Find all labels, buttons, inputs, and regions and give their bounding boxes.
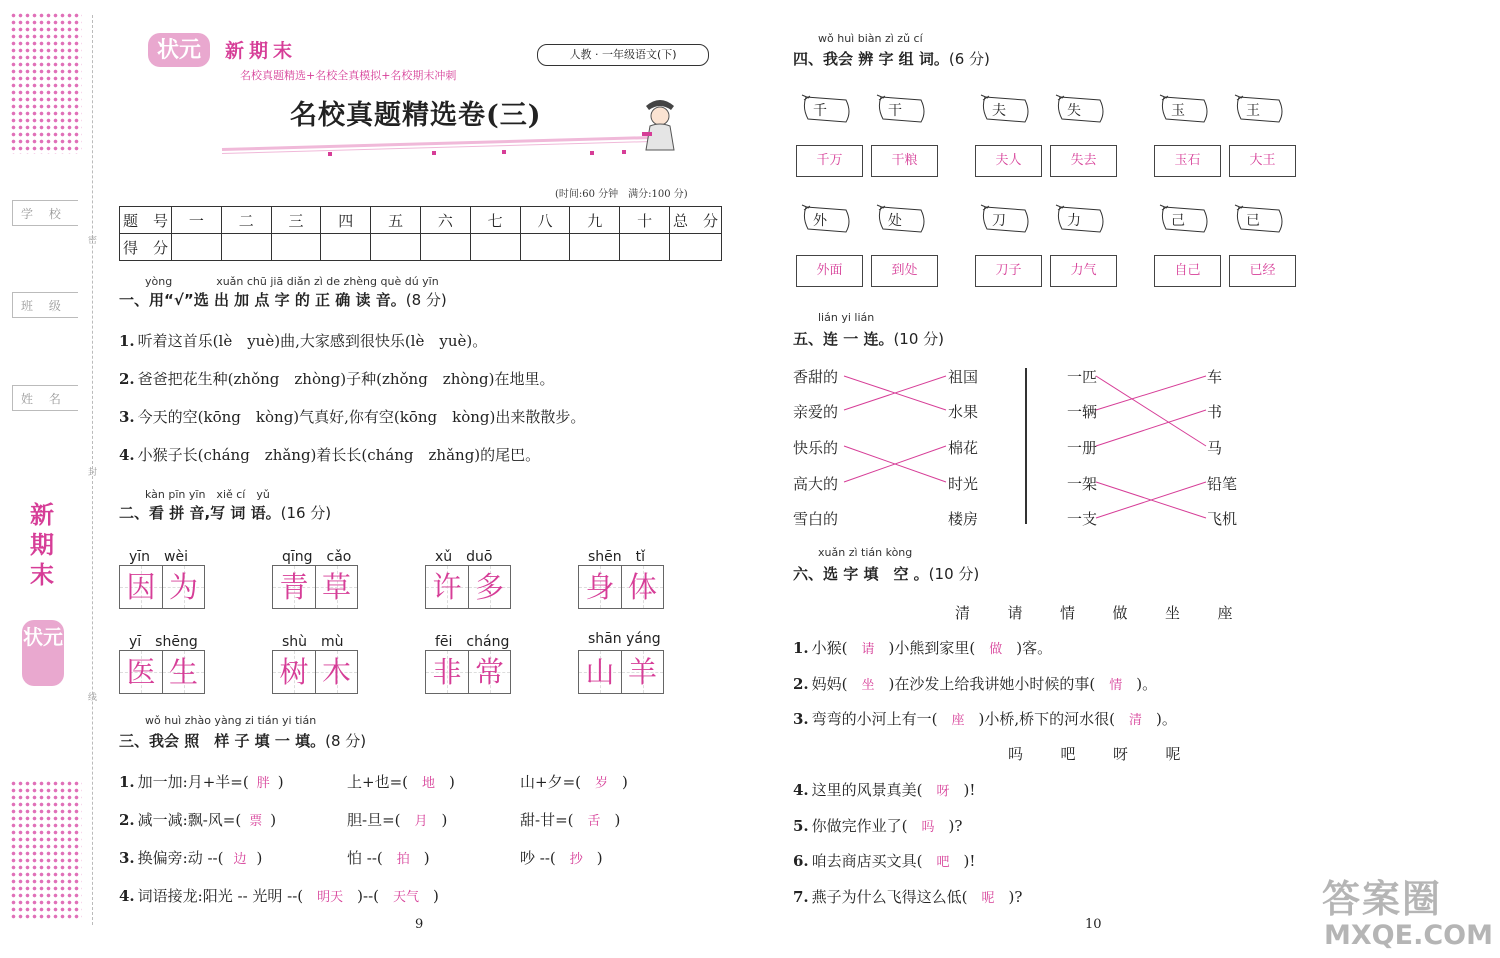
- s6-item: 4. 这里的风景真美( 呀 )!: [793, 781, 976, 799]
- class-field[interactable]: 班 级: [12, 292, 78, 318]
- answer-box[interactable]: 千万: [796, 145, 863, 177]
- char-label: 已: [1246, 213, 1260, 229]
- page-number-right: 10: [1085, 917, 1102, 932]
- char-card: [1156, 204, 1208, 234]
- score-header-cell: 六: [420, 207, 470, 234]
- s3-row-2: 2. 减一减:飘-风=( 票 ): [119, 811, 277, 829]
- s3-row-1: 1. 加一加:月+半=( 胖 ): [119, 773, 284, 791]
- match-right-b[interactable]: 车: [1207, 368, 1223, 386]
- char-card: [873, 204, 925, 234]
- choice-char: 呀: [1113, 745, 1129, 763]
- s6-item: 1. 小猴( 请 )小熊到家里( 做 )客。: [793, 639, 1053, 657]
- s1-pinyin: yòng xuǎn chū jiā diǎn zì de zhèng què dú yīn: [145, 275, 439, 288]
- tagline: 名校真题精选+名校全真模拟+名校期末冲刺: [240, 69, 457, 82]
- char-card: [798, 204, 850, 234]
- s6-pinyin: xuǎn zì tián kòng: [818, 546, 913, 559]
- match-left-a[interactable]: 香甜的: [793, 368, 839, 386]
- word-cells[interactable]: [578, 565, 664, 609]
- word-box: [425, 546, 511, 609]
- answer-box[interactable]: 干粮: [871, 145, 938, 177]
- choice-char: 座: [1217, 604, 1233, 622]
- watermark-top: 答案圈: [1322, 877, 1443, 921]
- char-card: [873, 94, 925, 124]
- match-right-a[interactable]: 水果: [948, 403, 979, 421]
- score-cell[interactable]: [420, 234, 470, 261]
- header-brand: 新期末: [225, 40, 298, 62]
- score-row: [120, 207, 722, 234]
- score-cell[interactable]: [321, 234, 371, 261]
- choice-char: 吧: [1060, 745, 1076, 763]
- answer-box[interactable]: 玉石: [1154, 145, 1221, 177]
- score-header-cell: 七: [470, 207, 520, 234]
- match-right-b[interactable]: 铅笔: [1207, 475, 1238, 493]
- word-cell: 非: [426, 651, 468, 693]
- answer-box[interactable]: 刀子: [975, 255, 1042, 287]
- s3-row-2b: 胆-旦=( 月 ): [347, 811, 448, 829]
- seal-mark-3: 线: [88, 693, 98, 703]
- answer-box[interactable]: 外面: [796, 255, 863, 287]
- choice-char: 请: [1007, 604, 1023, 622]
- word-cells[interactable]: [272, 650, 358, 694]
- decor-dots-bottom: [10, 780, 82, 920]
- score-header-cell: 题 号: [120, 207, 172, 234]
- match-left-b[interactable]: 一匹: [1067, 368, 1098, 386]
- char-label: 外: [813, 213, 827, 229]
- score-header-cell: 二: [221, 207, 271, 234]
- choice-char: 做: [1112, 604, 1128, 622]
- header-logo: 状元: [148, 33, 210, 67]
- watermark-bottom: MXQE.COM: [1324, 920, 1493, 951]
- match-left-a[interactable]: 亲爱的: [793, 403, 839, 421]
- word-cell: 常: [468, 651, 510, 693]
- word-cells[interactable]: [425, 650, 511, 694]
- word-cells[interactable]: [119, 650, 205, 694]
- word-cell: 羊: [621, 651, 663, 693]
- name-field[interactable]: 姓 名: [12, 385, 78, 411]
- match-right-a[interactable]: 祖国: [948, 368, 979, 386]
- answer-box[interactable]: 自己: [1154, 255, 1221, 287]
- word-cells[interactable]: [578, 650, 664, 694]
- score-cell[interactable]: [670, 234, 722, 261]
- match-right-b[interactable]: 飞机: [1207, 510, 1238, 528]
- score-cell[interactable]: [470, 234, 520, 261]
- score-cell[interactable]: [520, 234, 570, 261]
- answer-box[interactable]: 到处: [871, 255, 938, 287]
- score-cell[interactable]: [570, 234, 620, 261]
- word-cell: 为: [162, 566, 204, 608]
- score-header-cell: 九: [570, 207, 620, 234]
- choice-char: 清: [955, 604, 971, 622]
- word-pinyin: shān yáng: [588, 631, 661, 647]
- score-header-cell: 八: [520, 207, 570, 234]
- char-card: [1231, 204, 1283, 234]
- word-cells[interactable]: [425, 565, 511, 609]
- s4-title: 四、我会 辨 字 组 词。(6 分): [793, 50, 990, 68]
- word-pinyin: yīn wèi: [129, 549, 189, 565]
- word-cell: 许: [426, 566, 468, 608]
- choice-char: 吗: [1008, 745, 1024, 763]
- s1-item: 4. 小猴子长(cháng zhǎng)着长长(cháng zhǎng)的尾巴。: [119, 446, 541, 464]
- word-cell: 草: [315, 566, 357, 608]
- s3-row-1c: 山+夕=( 岁 ): [520, 773, 628, 791]
- word-pinyin: qīng cǎo: [282, 549, 352, 565]
- word-pinyin: yī shēng: [129, 634, 198, 650]
- s1-title: 一、用“√”选 出 加 点 字 的 正 确 读 音。(8 分): [119, 291, 447, 309]
- answer-box[interactable]: 大王: [1229, 145, 1296, 177]
- s6-item: 2. 妈妈( 坐 )在沙发上给我讲她小时候的事( 情 )。: [793, 675, 1158, 693]
- score-table: [119, 206, 722, 261]
- char-card: [1052, 94, 1104, 124]
- score-cell[interactable]: [371, 234, 421, 261]
- match-left-b[interactable]: 一支: [1067, 510, 1098, 528]
- decor-dot: [590, 151, 594, 155]
- score-header-cell: 十: [620, 207, 670, 234]
- score-header-cell: 三: [271, 207, 321, 234]
- match-left-a[interactable]: 高大的: [793, 475, 839, 493]
- word-box: [578, 631, 664, 694]
- word-box: [119, 546, 205, 609]
- score-header-cell: 四: [321, 207, 371, 234]
- s3-row-4: 4. 词语接龙:阳光 -- 光明 --( 明天 )--( 天气 ): [119, 887, 439, 905]
- score-row: [120, 234, 722, 261]
- answer-box[interactable]: 已经: [1229, 255, 1296, 287]
- word-box: [578, 546, 664, 609]
- match-left-a[interactable]: 雪白的: [793, 510, 839, 528]
- char-label: 王: [1246, 103, 1260, 119]
- s3-row-3c: 吵 --( 抄 ): [520, 849, 603, 867]
- word-box: [119, 631, 205, 694]
- char-label: 失: [1067, 103, 1081, 119]
- word-pinyin: xǔ duō: [435, 549, 493, 565]
- match-left-a[interactable]: 快乐的: [793, 439, 839, 457]
- s3-row-2c: 甜-甘=( 舌 ): [520, 811, 621, 829]
- s4-pinyin: wǒ huì biàn zì zǔ cí: [818, 32, 923, 45]
- matching-lines: [780, 360, 1260, 540]
- s3-title: 三、我会 照 样 子 填 一 填。(8 分): [119, 732, 367, 750]
- match-left-b[interactable]: 一辆: [1067, 403, 1098, 421]
- scholar-figure-icon: [638, 92, 682, 156]
- char-card: [1156, 94, 1208, 124]
- s6-item: 3. 弯弯的小河上有一( 座 )小桥,桥下的河水很( 清 )。: [793, 710, 1177, 728]
- word-pinyin: shù mù: [282, 634, 344, 650]
- word-cell: 山: [579, 651, 621, 693]
- char-label: 力: [1067, 213, 1081, 229]
- seal-mark-2: 封: [88, 468, 98, 478]
- char-card: [798, 94, 850, 124]
- char-label: 干: [888, 103, 902, 119]
- char-label: 玉: [1171, 103, 1185, 119]
- s6-item: 5. 你做完作业了( 吗 )?: [793, 817, 963, 835]
- choice-char: 呢: [1165, 745, 1181, 763]
- word-pinyin: shēn tǐ: [588, 549, 646, 565]
- word-cell: 生: [162, 651, 204, 693]
- score-cell[interactable]: [221, 234, 271, 261]
- score-header-cell: 总 分: [670, 207, 722, 234]
- match-left-b[interactable]: 一架: [1067, 475, 1098, 493]
- answer-box[interactable]: 夫人: [975, 145, 1042, 177]
- word-cell: 木: [315, 651, 357, 693]
- match-right-a[interactable]: 楼房: [948, 510, 979, 528]
- word-box: [272, 631, 358, 694]
- seal-mark-1: 密: [88, 236, 98, 246]
- s3-pinyin: wǒ huì zhào yàng zi tián yi tián: [145, 714, 317, 727]
- char-card: [1052, 204, 1104, 234]
- score-cell[interactable]: [620, 234, 670, 261]
- char-label: 夫: [992, 103, 1006, 119]
- s5-pinyin: lián yi lián: [818, 311, 875, 324]
- decor-dots-top: [10, 12, 82, 154]
- answer-box[interactable]: 失去: [1050, 145, 1117, 177]
- grade-badge: 人教 · 一年级语文(下): [537, 44, 709, 66]
- sidebar-brand: 新期末: [30, 501, 54, 589]
- char-label: 千: [813, 103, 827, 119]
- char-label: 己: [1171, 213, 1185, 229]
- match-right-b[interactable]: 书: [1207, 403, 1223, 421]
- paper-title: 名校真题精选卷(三): [290, 100, 542, 131]
- word-cells[interactable]: [272, 565, 358, 609]
- word-box: [272, 546, 358, 609]
- s1-item: 1. 听着这首乐(lè yuè)曲,大家感到很快乐(lè yuè)。: [119, 332, 488, 350]
- s6-title: 六、选 字 填 空 。(10 分): [793, 565, 980, 583]
- word-cells[interactable]: [119, 565, 205, 609]
- word-box: [425, 631, 511, 694]
- word-cell: 树: [273, 651, 315, 693]
- match-right-a[interactable]: 棉花: [948, 439, 979, 457]
- decor-dot: [622, 150, 626, 154]
- school-field[interactable]: 学 校: [12, 200, 78, 226]
- score-cell[interactable]: [172, 234, 222, 261]
- s2-pinyin: kàn pīn yīn xiě cí yǔ: [145, 488, 270, 501]
- choice-char: 情: [1060, 604, 1076, 622]
- s1-item: 3. 今天的空(kōng kòng)气真好,你有空(kōng kòng)出来散散步。: [119, 408, 586, 426]
- s1-item: 2. 爸爸把花生种(zhǒng zhòng)子种(zhǒng zhòng)在地里。: [119, 370, 555, 388]
- s3-row-1b: 上+也=( 地 ): [347, 773, 455, 791]
- char-label: 处: [888, 213, 902, 229]
- s6-item: 6. 咱去商店买文具( 吧 )!: [793, 852, 976, 870]
- s3-row-3b: 怕 --( 拍 ): [347, 849, 430, 867]
- char-label: 刀: [992, 213, 1006, 229]
- decor-dot: [432, 151, 436, 155]
- word-cell: 医: [120, 651, 162, 693]
- score-header-cell: 一: [172, 207, 222, 234]
- time-info: (时间:60 分钟 满分:100 分): [555, 189, 688, 200]
- answer-box[interactable]: 力气: [1050, 255, 1117, 287]
- choice-char: 坐: [1165, 604, 1181, 622]
- score-header-cell: 五: [371, 207, 421, 234]
- char-card: [1231, 94, 1283, 124]
- word-cell: 因: [120, 566, 162, 608]
- word-cell: 多: [468, 566, 510, 608]
- match-right-a[interactable]: 时光: [948, 475, 979, 493]
- match-right-b[interactable]: 马: [1207, 439, 1223, 457]
- char-card: [977, 204, 1029, 234]
- s2-title: 二、看 拼 音,写 词 语。(16 分): [119, 504, 332, 522]
- word-cell: 青: [273, 566, 315, 608]
- char-card: [977, 94, 1029, 124]
- s6-item: 7. 燕子为什么飞得这么低( 呢 )?: [793, 888, 1023, 906]
- score-cell[interactable]: [271, 234, 321, 261]
- page-number-left: 9: [415, 917, 424, 932]
- sidebar-logo: 状元: [22, 620, 64, 686]
- s3-row-3: 3. 换偏旁:动 --( 边 ): [119, 849, 263, 867]
- word-pinyin: fēi cháng: [435, 634, 510, 650]
- decor-dot: [328, 152, 332, 156]
- score-cell[interactable]: 得 分: [120, 234, 172, 261]
- word-cell: 身: [579, 566, 621, 608]
- match-left-b[interactable]: 一册: [1067, 439, 1098, 457]
- word-cell: 体: [621, 566, 663, 608]
- s5-title: 五、连 一 连。(10 分): [793, 330, 945, 348]
- decor-dot: [502, 150, 506, 154]
